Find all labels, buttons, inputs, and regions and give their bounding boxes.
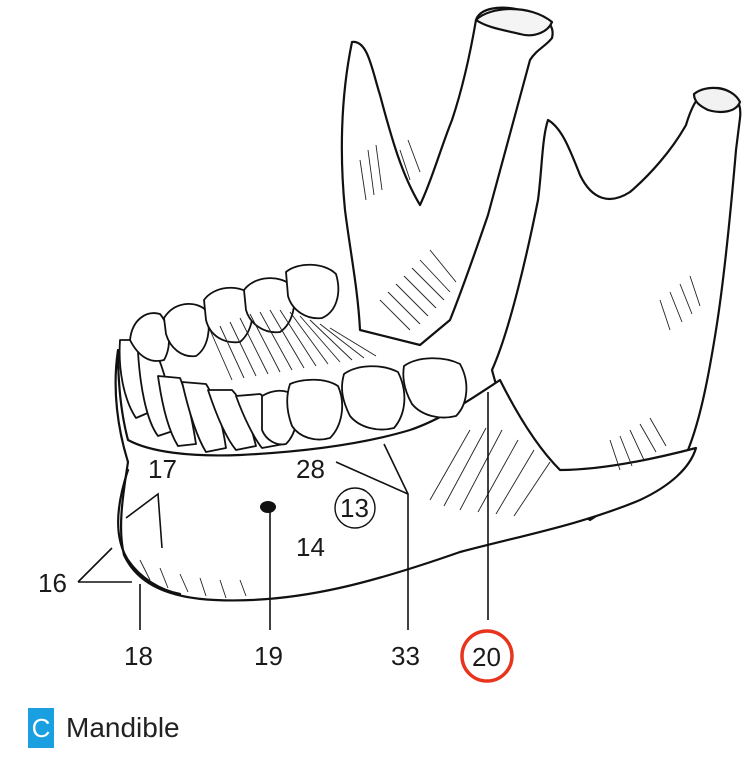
label-33: 33 [391, 641, 420, 671]
caption-badge: C [28, 708, 54, 748]
label-14: 14 [296, 532, 325, 562]
mental-foramen [260, 501, 276, 513]
caption-text: Mandible [66, 712, 180, 743]
label-28: 28 [296, 454, 325, 484]
label-18: 18 [124, 641, 153, 671]
figure-caption [28, 706, 180, 750]
label-19: 19 [254, 641, 283, 671]
label-17: 17 [148, 454, 177, 484]
label-20: 20 [472, 642, 501, 672]
far-teeth [130, 265, 338, 361]
label-16: 16 [38, 568, 67, 598]
label-13: 13 [340, 493, 369, 523]
